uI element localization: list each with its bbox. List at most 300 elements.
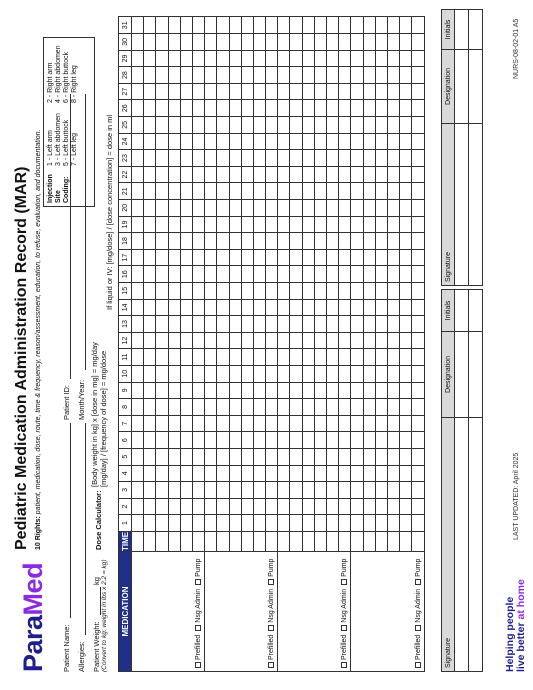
dose-cell[interactable] [205, 498, 217, 515]
dose-cell[interactable] [290, 299, 302, 316]
designation-cell[interactable] [469, 50, 483, 124]
dose-cell[interactable] [266, 166, 278, 183]
dose-cell[interactable] [241, 332, 253, 349]
dose-cell[interactable] [290, 50, 302, 67]
dose-cell[interactable] [314, 465, 326, 482]
checkbox[interactable] [341, 625, 347, 631]
time-cell[interactable] [412, 531, 424, 551]
dose-cell[interactable] [302, 282, 314, 299]
dose-cell[interactable] [241, 200, 253, 217]
dose-cell[interactable] [290, 150, 302, 167]
dose-cell[interactable] [241, 382, 253, 399]
dose-cell[interactable] [180, 150, 192, 167]
dose-cell[interactable] [400, 482, 412, 499]
dose-cell[interactable] [241, 299, 253, 316]
dose-cell[interactable] [278, 67, 290, 84]
dose-cell[interactable] [400, 150, 412, 167]
dose-cell[interactable] [400, 282, 412, 299]
dose-cell[interactable] [363, 183, 375, 200]
dose-cell[interactable] [278, 282, 290, 299]
dose-cell[interactable] [253, 399, 265, 416]
dose-cell[interactable] [205, 465, 217, 482]
dose-cell[interactable] [363, 150, 375, 167]
dose-cell[interactable] [363, 415, 375, 432]
dose-cell[interactable] [327, 50, 339, 67]
dose-cell[interactable] [144, 17, 156, 34]
dose-cell[interactable] [351, 133, 363, 150]
dose-cell[interactable] [229, 448, 241, 465]
dose-cell[interactable] [351, 432, 363, 449]
dose-cell[interactable] [351, 349, 363, 366]
dose-cell[interactable] [290, 432, 302, 449]
dose-cell[interactable] [192, 482, 204, 499]
dose-cell[interactable] [363, 332, 375, 349]
dose-cell[interactable] [339, 17, 351, 34]
dose-cell[interactable] [229, 332, 241, 349]
dose-cell[interactable] [229, 299, 241, 316]
dose-cell[interactable] [400, 498, 412, 515]
dose-cell[interactable] [144, 498, 156, 515]
dose-cell[interactable] [241, 465, 253, 482]
dose-cell[interactable] [168, 465, 180, 482]
dose-cell[interactable] [375, 249, 387, 266]
time-cell[interactable] [253, 531, 265, 551]
time-cell[interactable] [339, 531, 351, 551]
dose-cell[interactable] [375, 133, 387, 150]
dose-cell[interactable] [351, 166, 363, 183]
dose-cell[interactable] [144, 50, 156, 67]
dose-cell[interactable] [205, 183, 217, 200]
dose-cell[interactable] [217, 365, 229, 382]
dose-cell[interactable] [192, 117, 204, 134]
dose-cell[interactable] [253, 133, 265, 150]
dose-cell[interactable] [205, 34, 217, 51]
dose-cell[interactable] [144, 299, 156, 316]
dose-cell[interactable] [400, 415, 412, 432]
dose-cell[interactable] [144, 399, 156, 416]
dose-cell[interactable] [400, 233, 412, 250]
dose-cell[interactable] [278, 498, 290, 515]
dose-cell[interactable] [168, 432, 180, 449]
dose-cell[interactable] [144, 482, 156, 499]
dose-cell[interactable] [351, 83, 363, 100]
checkbox[interactable] [268, 662, 274, 668]
dose-cell[interactable] [351, 249, 363, 266]
dose-cell[interactable] [351, 365, 363, 382]
dose-cell[interactable] [144, 349, 156, 366]
signature-cell[interactable] [455, 418, 469, 672]
dose-cell[interactable] [168, 216, 180, 233]
dose-cell[interactable] [363, 100, 375, 117]
designation-cell[interactable] [455, 50, 469, 124]
dose-cell[interactable] [327, 100, 339, 117]
dose-cell[interactable] [180, 200, 192, 217]
time-cell[interactable] [205, 531, 217, 551]
dose-cell[interactable] [217, 133, 229, 150]
dose-cell[interactable] [302, 83, 314, 100]
dose-cell[interactable] [192, 498, 204, 515]
dose-cell[interactable] [387, 249, 399, 266]
dose-cell[interactable] [253, 249, 265, 266]
dose-cell[interactable] [205, 332, 217, 349]
dose-cell[interactable] [168, 100, 180, 117]
dose-cell[interactable] [327, 83, 339, 100]
dose-cell[interactable] [339, 249, 351, 266]
dose-cell[interactable] [302, 249, 314, 266]
dose-cell[interactable] [156, 200, 168, 217]
dose-cell[interactable] [339, 183, 351, 200]
dose-cell[interactable] [205, 200, 217, 217]
dose-cell[interactable] [302, 200, 314, 217]
dose-cell[interactable] [290, 233, 302, 250]
dose-cell[interactable] [168, 183, 180, 200]
time-cell[interactable] [241, 531, 253, 551]
dose-cell[interactable] [302, 515, 314, 532]
dose-cell[interactable] [253, 382, 265, 399]
dose-cell[interactable] [290, 498, 302, 515]
dose-cell[interactable] [327, 299, 339, 316]
dose-cell[interactable] [266, 515, 278, 532]
dose-cell[interactable] [253, 332, 265, 349]
dose-cell[interactable] [132, 249, 144, 266]
dose-cell[interactable] [217, 332, 229, 349]
dose-cell[interactable] [327, 498, 339, 515]
dose-cell[interactable] [339, 316, 351, 333]
dose-cell[interactable] [314, 482, 326, 499]
time-cell[interactable] [387, 531, 399, 551]
time-cell[interactable] [132, 531, 144, 551]
dose-cell[interactable] [314, 399, 326, 416]
dose-cell[interactable] [351, 150, 363, 167]
dose-cell[interactable] [351, 216, 363, 233]
dose-cell[interactable] [290, 316, 302, 333]
dose-cell[interactable] [205, 166, 217, 183]
dose-cell[interactable] [314, 117, 326, 134]
dose-cell[interactable] [412, 100, 424, 117]
dose-cell[interactable] [387, 482, 399, 499]
dose-cell[interactable] [156, 382, 168, 399]
dose-cell[interactable] [192, 150, 204, 167]
designation-cell[interactable] [469, 332, 483, 418]
dose-cell[interactable] [192, 50, 204, 67]
dose-cell[interactable] [387, 316, 399, 333]
dose-cell[interactable] [241, 67, 253, 84]
dose-cell[interactable] [144, 166, 156, 183]
dose-cell[interactable] [278, 415, 290, 432]
dose-cell[interactable] [314, 432, 326, 449]
dose-cell[interactable] [168, 67, 180, 84]
dose-cell[interactable] [339, 282, 351, 299]
dose-cell[interactable] [351, 183, 363, 200]
dose-cell[interactable] [302, 299, 314, 316]
dose-cell[interactable] [241, 415, 253, 432]
dose-cell[interactable] [314, 282, 326, 299]
dose-cell[interactable] [387, 34, 399, 51]
dose-cell[interactable] [241, 316, 253, 333]
dose-cell[interactable] [241, 266, 253, 283]
dose-cell[interactable] [132, 117, 144, 134]
dose-cell[interactable] [327, 233, 339, 250]
dose-cell[interactable] [327, 200, 339, 217]
dose-cell[interactable] [387, 415, 399, 432]
dose-cell[interactable] [327, 316, 339, 333]
dose-cell[interactable] [253, 150, 265, 167]
dose-cell[interactable] [278, 150, 290, 167]
dose-cell[interactable] [132, 448, 144, 465]
dose-cell[interactable] [412, 349, 424, 366]
dose-cell[interactable] [253, 50, 265, 67]
dose-cell[interactable] [278, 349, 290, 366]
dose-cell[interactable] [375, 365, 387, 382]
dose-cell[interactable] [156, 83, 168, 100]
dose-cell[interactable] [339, 465, 351, 482]
dose-cell[interactable] [314, 515, 326, 532]
dose-cell[interactable] [400, 133, 412, 150]
dose-cell[interactable] [229, 415, 241, 432]
dose-cell[interactable] [266, 415, 278, 432]
dose-cell[interactable] [375, 332, 387, 349]
dose-cell[interactable] [266, 117, 278, 134]
dose-cell[interactable] [278, 200, 290, 217]
dose-cell[interactable] [229, 399, 241, 416]
dose-cell[interactable] [412, 332, 424, 349]
dose-cell[interactable] [144, 100, 156, 117]
dose-cell[interactable] [156, 50, 168, 67]
dose-cell[interactable] [363, 249, 375, 266]
dose-cell[interactable] [302, 166, 314, 183]
dose-cell[interactable] [132, 498, 144, 515]
dose-cell[interactable] [387, 432, 399, 449]
dose-cell[interactable] [327, 515, 339, 532]
dose-cell[interactable] [144, 200, 156, 217]
dose-cell[interactable] [180, 399, 192, 416]
dose-cell[interactable] [205, 266, 217, 283]
dose-cell[interactable] [266, 34, 278, 51]
dose-cell[interactable] [180, 183, 192, 200]
dose-cell[interactable] [192, 382, 204, 399]
dose-cell[interactable] [132, 299, 144, 316]
dose-cell[interactable] [363, 399, 375, 416]
dose-cell[interactable] [290, 399, 302, 416]
dose-cell[interactable] [327, 133, 339, 150]
dose-cell[interactable] [168, 515, 180, 532]
dose-cell[interactable] [375, 382, 387, 399]
dose-cell[interactable] [302, 50, 314, 67]
dose-cell[interactable] [241, 133, 253, 150]
dose-cell[interactable] [144, 67, 156, 84]
dose-cell[interactable] [180, 34, 192, 51]
dose-cell[interactable] [363, 349, 375, 366]
dose-cell[interactable] [253, 166, 265, 183]
dose-cell[interactable] [363, 482, 375, 499]
dose-cell[interactable] [400, 399, 412, 416]
dose-cell[interactable] [217, 399, 229, 416]
dose-cell[interactable] [229, 349, 241, 366]
dose-cell[interactable] [278, 515, 290, 532]
dose-cell[interactable] [253, 316, 265, 333]
initials-cell[interactable] [469, 290, 483, 332]
dose-cell[interactable] [205, 415, 217, 432]
checkbox[interactable] [268, 579, 274, 585]
dose-cell[interactable] [339, 432, 351, 449]
dose-cell[interactable] [302, 17, 314, 34]
dose-cell[interactable] [412, 415, 424, 432]
dose-cell[interactable] [253, 482, 265, 499]
dose-cell[interactable] [241, 83, 253, 100]
dose-cell[interactable] [192, 233, 204, 250]
dose-cell[interactable] [144, 415, 156, 432]
dose-cell[interactable] [253, 282, 265, 299]
dose-cell[interactable] [339, 382, 351, 399]
dose-cell[interactable] [290, 183, 302, 200]
dose-cell[interactable] [375, 150, 387, 167]
dose-cell[interactable] [339, 100, 351, 117]
dose-cell[interactable] [400, 67, 412, 84]
dose-cell[interactable] [278, 332, 290, 349]
dose-cell[interactable] [266, 482, 278, 499]
dose-cell[interactable] [278, 249, 290, 266]
dose-cell[interactable] [192, 216, 204, 233]
dose-cell[interactable] [156, 349, 168, 366]
dose-cell[interactable] [241, 432, 253, 449]
dose-cell[interactable] [253, 67, 265, 84]
dose-cell[interactable] [290, 282, 302, 299]
dose-cell[interactable] [412, 216, 424, 233]
dose-cell[interactable] [180, 282, 192, 299]
dose-cell[interactable] [180, 100, 192, 117]
dose-cell[interactable] [290, 266, 302, 283]
dose-cell[interactable] [314, 133, 326, 150]
dose-cell[interactable] [205, 448, 217, 465]
dose-cell[interactable] [266, 349, 278, 366]
dose-cell[interactable] [192, 67, 204, 84]
dose-cell[interactable] [290, 34, 302, 51]
checkbox[interactable] [341, 662, 347, 668]
dose-cell[interactable] [180, 67, 192, 84]
dose-cell[interactable] [290, 100, 302, 117]
dose-cell[interactable] [302, 482, 314, 499]
checkbox[interactable] [195, 579, 201, 585]
dose-cell[interactable] [253, 299, 265, 316]
dose-cell[interactable] [180, 50, 192, 67]
dose-cell[interactable] [132, 50, 144, 67]
dose-cell[interactable] [302, 498, 314, 515]
dose-cell[interactable] [339, 34, 351, 51]
dose-cell[interactable] [229, 482, 241, 499]
dose-cell[interactable] [375, 166, 387, 183]
dose-cell[interactable] [375, 399, 387, 416]
dose-cell[interactable] [241, 482, 253, 499]
dose-cell[interactable] [132, 133, 144, 150]
dose-cell[interactable] [180, 216, 192, 233]
dose-cell[interactable] [351, 332, 363, 349]
dose-cell[interactable] [266, 183, 278, 200]
dose-cell[interactable] [278, 17, 290, 34]
time-cell[interactable] [168, 531, 180, 551]
dose-cell[interactable] [266, 448, 278, 465]
dose-cell[interactable] [205, 316, 217, 333]
dose-cell[interactable] [302, 415, 314, 432]
dose-cell[interactable] [192, 200, 204, 217]
dose-cell[interactable] [229, 67, 241, 84]
dose-cell[interactable] [180, 233, 192, 250]
dose-cell[interactable] [278, 399, 290, 416]
dose-cell[interactable] [327, 349, 339, 366]
dose-cell[interactable] [363, 67, 375, 84]
dose-cell[interactable] [412, 83, 424, 100]
dose-cell[interactable] [192, 432, 204, 449]
dose-cell[interactable] [412, 200, 424, 217]
dose-cell[interactable] [375, 183, 387, 200]
dose-cell[interactable] [253, 465, 265, 482]
dose-cell[interactable] [302, 34, 314, 51]
dose-cell[interactable] [363, 365, 375, 382]
dose-cell[interactable] [314, 249, 326, 266]
dose-cell[interactable] [180, 117, 192, 134]
dose-cell[interactable] [266, 432, 278, 449]
checkbox[interactable] [195, 662, 201, 668]
dose-cell[interactable] [339, 133, 351, 150]
dose-cell[interactable] [400, 166, 412, 183]
dose-cell[interactable] [205, 233, 217, 250]
dose-cell[interactable] [132, 482, 144, 499]
dose-cell[interactable] [327, 282, 339, 299]
dose-cell[interactable] [363, 17, 375, 34]
dose-cell[interactable] [400, 382, 412, 399]
dose-cell[interactable] [314, 266, 326, 283]
time-cell[interactable] [180, 531, 192, 551]
dose-cell[interactable] [132, 515, 144, 532]
dose-cell[interactable] [314, 150, 326, 167]
dose-cell[interactable] [217, 382, 229, 399]
dose-cell[interactable] [229, 515, 241, 532]
dose-cell[interactable] [192, 415, 204, 432]
dose-cell[interactable] [314, 415, 326, 432]
dose-cell[interactable] [168, 117, 180, 134]
dose-cell[interactable] [375, 282, 387, 299]
dose-cell[interactable] [375, 266, 387, 283]
dose-cell[interactable] [205, 67, 217, 84]
dose-cell[interactable] [217, 67, 229, 84]
dose-cell[interactable] [144, 382, 156, 399]
dose-cell[interactable] [156, 399, 168, 416]
dose-cell[interactable] [168, 332, 180, 349]
dose-cell[interactable] [156, 17, 168, 34]
dose-cell[interactable] [339, 233, 351, 250]
dose-cell[interactable] [253, 17, 265, 34]
dose-cell[interactable] [339, 498, 351, 515]
dose-cell[interactable] [327, 150, 339, 167]
dose-cell[interactable] [278, 117, 290, 134]
dose-cell[interactable] [156, 515, 168, 532]
dose-cell[interactable] [400, 117, 412, 134]
dose-cell[interactable] [156, 282, 168, 299]
dose-cell[interactable] [412, 183, 424, 200]
dose-cell[interactable] [132, 83, 144, 100]
dose-cell[interactable] [144, 83, 156, 100]
dose-cell[interactable] [375, 17, 387, 34]
dose-cell[interactable] [217, 200, 229, 217]
dose-cell[interactable] [229, 365, 241, 382]
dose-cell[interactable] [253, 448, 265, 465]
dose-cell[interactable] [168, 34, 180, 51]
dose-cell[interactable] [180, 166, 192, 183]
dose-cell[interactable] [241, 498, 253, 515]
dose-cell[interactable] [168, 83, 180, 100]
dose-cell[interactable] [314, 365, 326, 382]
dose-cell[interactable] [266, 249, 278, 266]
dose-cell[interactable] [278, 432, 290, 449]
